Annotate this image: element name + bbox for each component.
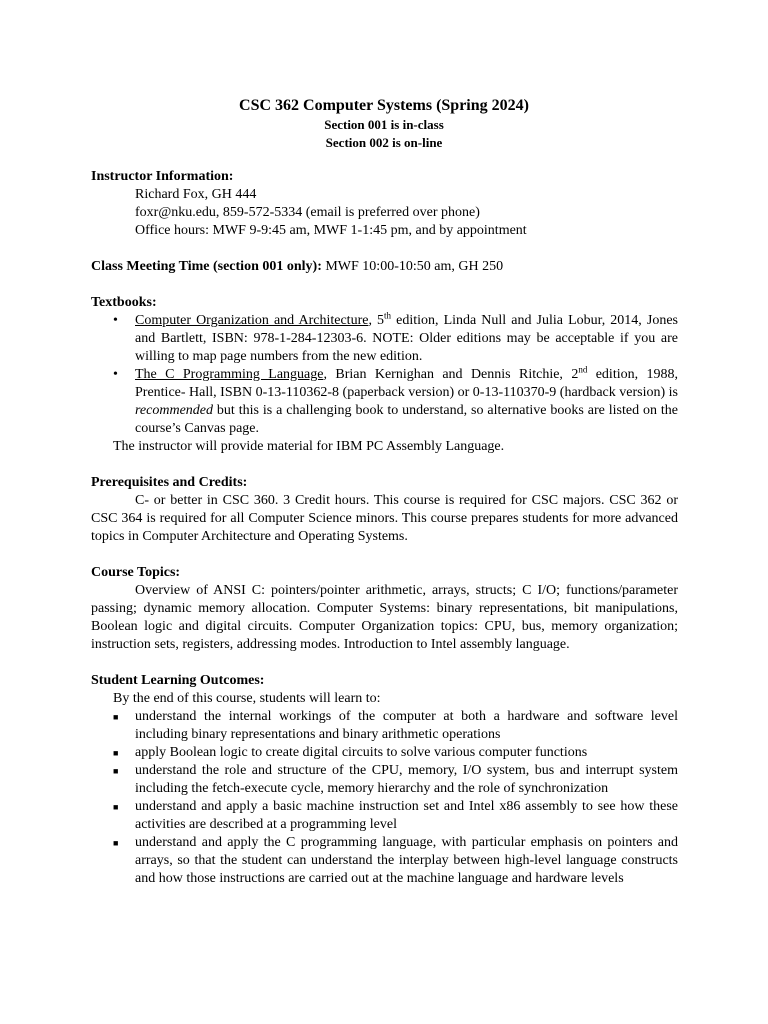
textbook-details: edition, 1988, Prentice- Hall, ISBN 0-13-110362-8 (paperback version) or 0-13-110370-9 (hardback version) is (135, 367, 678, 400)
outcome-item (91, 762, 678, 798)
instructor-contact: foxr@nku.edu, 859-572-5334 (email is preferred over phone) (135, 205, 480, 220)
bullet-icon: • (113, 313, 118, 328)
textbook-note: The instructor will provide material for IBM PC Assembly Language. (113, 439, 505, 454)
textbook-details: but this is a challenging book to understand, so alternative books are listed on the course’s Canvas page. (135, 403, 678, 436)
prereq-text: C- or better in CSC 360. 3 Credit hours. This course is required for CSC majors. CSC 362 or CSC 364 is required for all Computer Science minors. This course prepares students for more advanced topics in Computer Architecture and Operating Systems. (91, 493, 678, 544)
recommended-emphasis: recommended (135, 403, 214, 418)
textbook-item (91, 312, 678, 366)
instructor-name-office: Richard Fox, GH 444 (135, 187, 257, 202)
textbook-item (91, 366, 678, 438)
textbook-details: , 5 (368, 313, 385, 328)
outcome-text: understand the role and structure of the CPU, memory, I/O system, bus and interrupt system including the fetch-execute cycle, memory hierarchy and the role of synchronization (135, 763, 678, 796)
outcome-item (91, 744, 678, 762)
class-meeting-section (91, 258, 678, 276)
square-bullet-icon: ■ (113, 712, 119, 722)
topics-section (91, 564, 678, 654)
edition-superscript: nd (578, 364, 588, 375)
square-bullet-icon: ■ (113, 766, 119, 776)
section-note-1: Section 001 is in-class (324, 117, 444, 132)
outcome-item (91, 834, 678, 888)
topics-text: Overview of ANSI C: pointers/pointer arithmetic, arrays, structs; C I/O; functions/parameter passing; dynamic memory allocation. Computer Systems: binary representations, bit manipulations, Boolean logic and digital circuits. Computer Organization topics: CPU, bus, memory organization; instruction sets, registers, addressing modes. Introduction to Intel assembly language. (91, 583, 678, 652)
prereq-section (91, 474, 678, 546)
outcomes-section (91, 672, 678, 888)
outcomes-intro: By the end of this course, students will learn to: (113, 691, 381, 706)
office-hours: Office hours: MWF 9-9:45 am, MWF 1-1:45 pm, and by appointment (135, 223, 527, 238)
textbooks-heading: Textbooks: (91, 295, 157, 310)
textbook-title: The C Programming Language (135, 367, 324, 382)
class-meeting-value: MWF 10:00-10:50 am, GH 250 (321, 259, 504, 274)
instructor-heading: Instructor Information: (91, 169, 234, 184)
class-meeting-label: Class Meeting Time (section 001 only): (91, 259, 322, 274)
square-bullet-icon: ■ (113, 802, 119, 812)
outcomes-list (91, 708, 678, 888)
outcome-text: understand the internal workings of the computer at both a hardware and software level including binary representations and binary arithmetic operations (135, 709, 678, 742)
edition-superscript: th (384, 310, 392, 321)
outcome-item (91, 708, 678, 744)
textbooks-section (91, 294, 678, 456)
outcome-text: understand and apply a basic machine instruction set and Intel x86 assembly to see how these activities are described at a programming level (135, 799, 678, 832)
prereq-heading: Prerequisites and Credits: (91, 475, 248, 490)
section-note-2: Section 002 is on-line (325, 135, 443, 150)
bullet-icon: • (113, 367, 118, 382)
square-bullet-icon: ■ (113, 748, 119, 758)
topics-heading: Course Topics: (91, 565, 181, 580)
square-bullet-icon: ■ (113, 838, 119, 848)
outcome-item (91, 798, 678, 834)
outcome-text: apply Boolean logic to create digital circuits to solve various computer functions (135, 745, 588, 760)
instructor-section (91, 168, 678, 240)
textbook-title: Computer Organization and Architecture (135, 313, 369, 328)
title-block (0, 96, 768, 152)
textbook-details: , Brian Kernighan and Dennis Ritchie, 2 (323, 367, 579, 382)
syllabus-body (91, 168, 678, 906)
outcomes-heading: Student Learning Outcomes: (91, 673, 265, 688)
course-title: CSC 362 Computer Systems (Spring 2024) (239, 97, 529, 114)
textbook-details: edition, Linda Null and Julia Lobur, 2014, Jones and Bartlett, ISBN: 978-1-284-12303-6. NOTE: Older editions may be acceptable if you are willing to map page numbers from the new edition. (135, 313, 678, 364)
textbook-list (91, 312, 678, 438)
outcome-text: understand and apply the C programming language, with particular emphasis on pointers and arrays, so that the student can understand the interplay between high-level language constructs and how those instructions are carried out at the machine language and hardware levels (135, 835, 678, 886)
